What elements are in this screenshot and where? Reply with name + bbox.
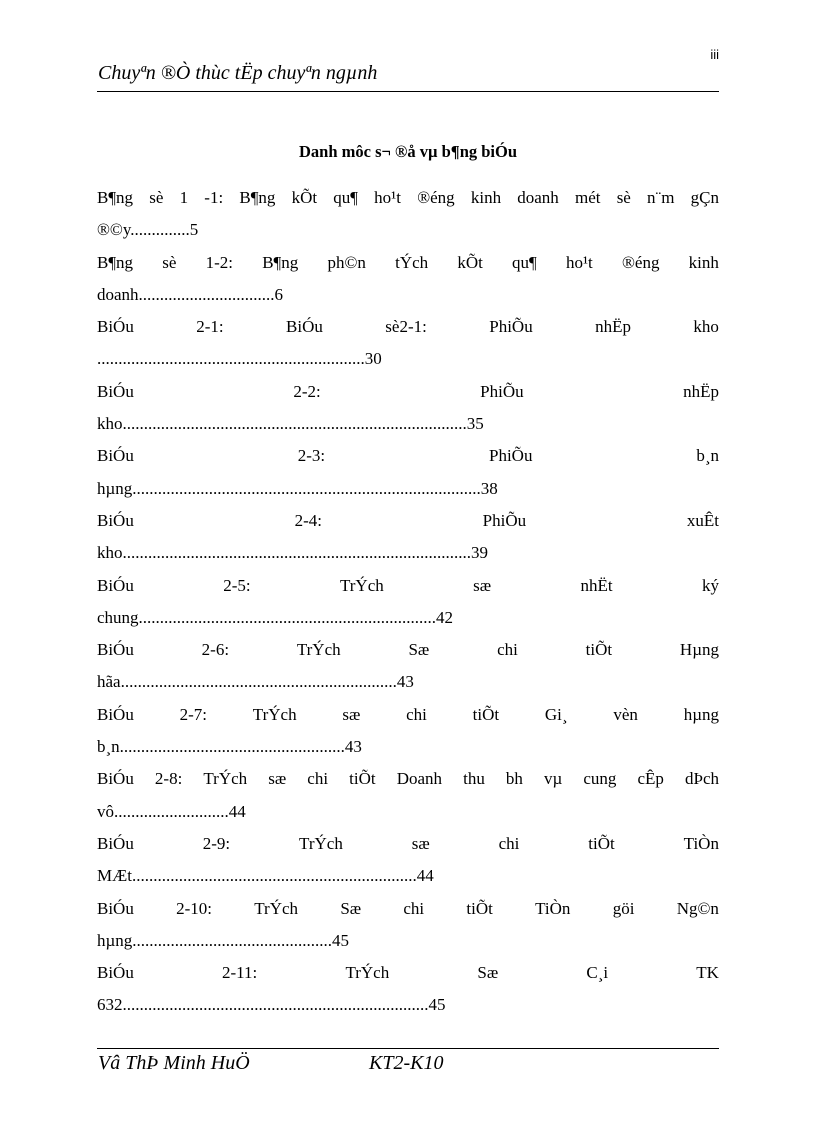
header-rule <box>97 91 719 92</box>
entry-word: ho¹t <box>565 252 593 272</box>
entry-word: chi <box>497 640 518 660</box>
entry-word: TrÝch <box>299 833 343 853</box>
figure-entry[interactable] <box>97 505 719 570</box>
entry-word: TrÝch <box>345 963 390 983</box>
entry-word: -1: <box>204 188 224 207</box>
entry-word: vèn <box>613 704 638 724</box>
entry-word: TrÝch <box>296 640 341 660</box>
entry-word: gÇn <box>690 188 719 207</box>
figure-entry[interactable] <box>97 828 719 893</box>
entry-leader-line: ®©y..............5 <box>97 220 199 240</box>
entry-word: nhËt <box>580 575 613 595</box>
entry-caption-line <box>97 376 719 408</box>
entry-word: Sæ <box>340 898 362 918</box>
table-of-figures <box>97 182 719 1022</box>
entry-word: 1-2: <box>205 252 234 272</box>
entry-word: 2-11: <box>222 963 258 983</box>
entry-word: PhiÕu <box>482 510 527 530</box>
entry-word: cÊp <box>637 769 664 789</box>
entry-word: chi <box>403 898 425 918</box>
entry-leader-line: hãa.................................................................43 <box>97 672 414 692</box>
entry-leader-line: hµng...............................................45 <box>97 930 350 950</box>
entry-word: PhiÕu <box>489 317 533 337</box>
entry-word: Ng©n <box>676 898 719 918</box>
entry-word: sæ <box>342 704 361 724</box>
entry-word: TK <box>696 963 719 983</box>
entry-word: 1 <box>179 188 189 207</box>
entry-word: sæ <box>473 575 492 595</box>
entry-word: BiÓu <box>97 446 134 466</box>
entry-word: TrÝch <box>339 575 384 595</box>
entry-word: 2-4: <box>294 510 322 530</box>
entry-word: cung <box>583 769 617 789</box>
entry-word: hµng <box>683 704 719 724</box>
entry-word: tiÕt <box>466 898 493 918</box>
entry-word: BiÓu <box>97 963 134 983</box>
entry-leader-line: kho..................................................................................39 <box>97 543 488 563</box>
entry-word: mét <box>575 188 601 207</box>
entry-word: B¶ng <box>97 188 134 207</box>
entry-word: TrÝch <box>254 898 299 918</box>
entry-word: BiÓu <box>97 769 134 789</box>
entry-word: B¶ng <box>239 188 276 207</box>
entry-caption-line <box>97 634 719 666</box>
entry-leader-line: kho.................................................................................35 <box>97 414 484 434</box>
entry-word: kho <box>693 317 719 337</box>
figure-entry[interactable] <box>97 570 719 635</box>
entry-word: tiÕt <box>472 704 500 724</box>
entry-word: Doanh <box>396 769 443 789</box>
entry-caption-line <box>97 570 719 602</box>
entry-caption-line <box>97 247 719 279</box>
entry-word: B¶ng <box>97 252 134 272</box>
entry-leader-line: 632........................................................................45 <box>97 995 446 1015</box>
entry-word: b¸n <box>696 446 719 466</box>
figure-entry[interactable] <box>97 957 719 1022</box>
entry-word: xuÊt <box>686 510 719 530</box>
entry-leader-line: vô...........................44 <box>97 801 246 821</box>
entry-word: n¨m <box>647 188 675 207</box>
figure-entry[interactable] <box>97 699 719 764</box>
figure-entry[interactable] <box>97 763 719 828</box>
entry-word: göi <box>612 898 635 918</box>
entry-word: dÞch <box>685 769 719 789</box>
entry-word: BiÓu <box>97 898 134 918</box>
entry-leader-line: chung......................................................................42 <box>97 607 454 627</box>
entry-word: tiÕt <box>585 640 613 660</box>
entry-caption-line <box>97 893 719 925</box>
entry-word: ®éng <box>417 188 455 207</box>
entry-word: PhiÕu <box>488 446 533 466</box>
running-title: Chuyªn ®Ò thùc tËp chuyªn ngµnh <box>98 62 378 84</box>
entry-word: BiÓu <box>97 317 134 337</box>
entry-caption-line <box>97 505 719 537</box>
entry-word: chi <box>307 769 329 789</box>
entry-word: thu <box>463 769 485 789</box>
footer-class-code: KT2-K10 <box>369 1052 444 1074</box>
entry-word: 2-6: <box>201 640 230 660</box>
entry-word: bh <box>505 769 523 789</box>
entry-word: sè <box>616 188 631 207</box>
document-title: Danh môc s¬ ®å vµ b¶ng biÓu <box>298 142 518 161</box>
entry-word: TiÒn <box>535 898 571 918</box>
entry-word: ho¹t <box>374 188 401 207</box>
entry-word: doanh <box>517 188 559 207</box>
entry-word: 2-10: <box>176 898 212 918</box>
entry-caption-line <box>97 440 719 472</box>
entry-word: 2-3: <box>297 446 326 466</box>
entry-word: kÕt <box>457 252 483 272</box>
entry-word: qu¶ <box>512 252 537 272</box>
entry-word: nhËp <box>595 317 632 337</box>
entry-word: sè2-1: <box>385 317 427 337</box>
figure-entry[interactable] <box>97 634 719 699</box>
entry-word: BiÓu <box>97 510 134 530</box>
figure-entry[interactable] <box>97 376 719 441</box>
entry-word: sè <box>162 252 177 272</box>
page-number: iii <box>710 47 719 62</box>
entry-leader-line: b¸n.....................................................43 <box>97 737 362 757</box>
entry-word: C¸i <box>586 963 609 983</box>
entry-word: Sæ <box>408 640 430 660</box>
entry-word: kinh <box>688 252 719 272</box>
entry-caption-line <box>97 957 719 989</box>
entry-word: 2-2: <box>293 381 321 401</box>
entry-word: chi <box>498 833 520 853</box>
entry-word: kÕt <box>291 188 318 207</box>
entry-word: qu¶ <box>333 188 358 207</box>
entry-word: TiÒn <box>683 833 719 853</box>
entry-word: sè <box>149 188 164 207</box>
entry-word: tiÕt <box>588 833 615 853</box>
figure-entry[interactable] <box>97 182 719 247</box>
entry-word: 2-1: <box>196 317 224 337</box>
entry-word: B¶ng <box>262 252 299 272</box>
entry-word: BiÓu <box>97 833 134 853</box>
entry-word: chi <box>406 704 427 724</box>
entry-word: PhiÕu <box>480 381 524 401</box>
entry-leader-line: hµng..................................................................................38 <box>97 478 498 498</box>
figure-entry[interactable] <box>97 311 719 376</box>
figure-entry[interactable] <box>97 893 719 958</box>
entry-word: TrÝch <box>203 769 248 789</box>
entry-word: kinh <box>470 188 502 207</box>
entry-word: sæ <box>268 769 287 789</box>
footer-rule <box>97 1048 719 1049</box>
entry-word: 2-5: <box>223 575 251 595</box>
entry-caption-line <box>97 699 719 731</box>
entry-caption-line <box>97 828 719 860</box>
entry-word: 2-9: <box>202 833 231 853</box>
entry-word: Sæ <box>477 963 499 983</box>
entry-leader-line: doanh................................6 <box>97 284 284 304</box>
entry-word: TrÝch <box>252 704 297 724</box>
entry-caption-line <box>97 311 719 343</box>
entry-word: ®éng <box>621 252 660 272</box>
entry-word: vµ <box>543 769 563 789</box>
entry-word: ph©n <box>327 252 366 272</box>
entry-word: ký <box>701 575 719 595</box>
entry-leader-line: ...............................................................30 <box>97 349 382 369</box>
entry-word: 2-7: <box>179 704 208 724</box>
entry-word: Gi¸ <box>544 704 568 724</box>
entry-caption-line <box>97 182 719 214</box>
entry-word: Hµng <box>679 640 719 660</box>
entry-word: tiÕt <box>349 769 376 789</box>
entry-word: BiÓu <box>97 704 134 724</box>
entry-word: nhËp <box>683 381 719 401</box>
entry-word: tÝch <box>395 252 429 272</box>
footer-author: Vâ ThÞ Minh HuÖ <box>98 1052 250 1074</box>
figure-entry[interactable] <box>97 247 719 312</box>
entry-word: BiÓu <box>97 381 134 401</box>
figure-entry[interactable] <box>97 440 719 505</box>
entry-word: BiÓu <box>97 640 134 660</box>
entry-leader-line: MÆt...................................................................44 <box>97 866 434 886</box>
entry-word: BiÓu <box>97 575 134 595</box>
entry-word: 2-8: <box>154 769 183 789</box>
entry-word: sæ <box>411 833 430 853</box>
entry-word: BiÓu <box>286 317 323 337</box>
entry-caption-line <box>97 763 719 795</box>
